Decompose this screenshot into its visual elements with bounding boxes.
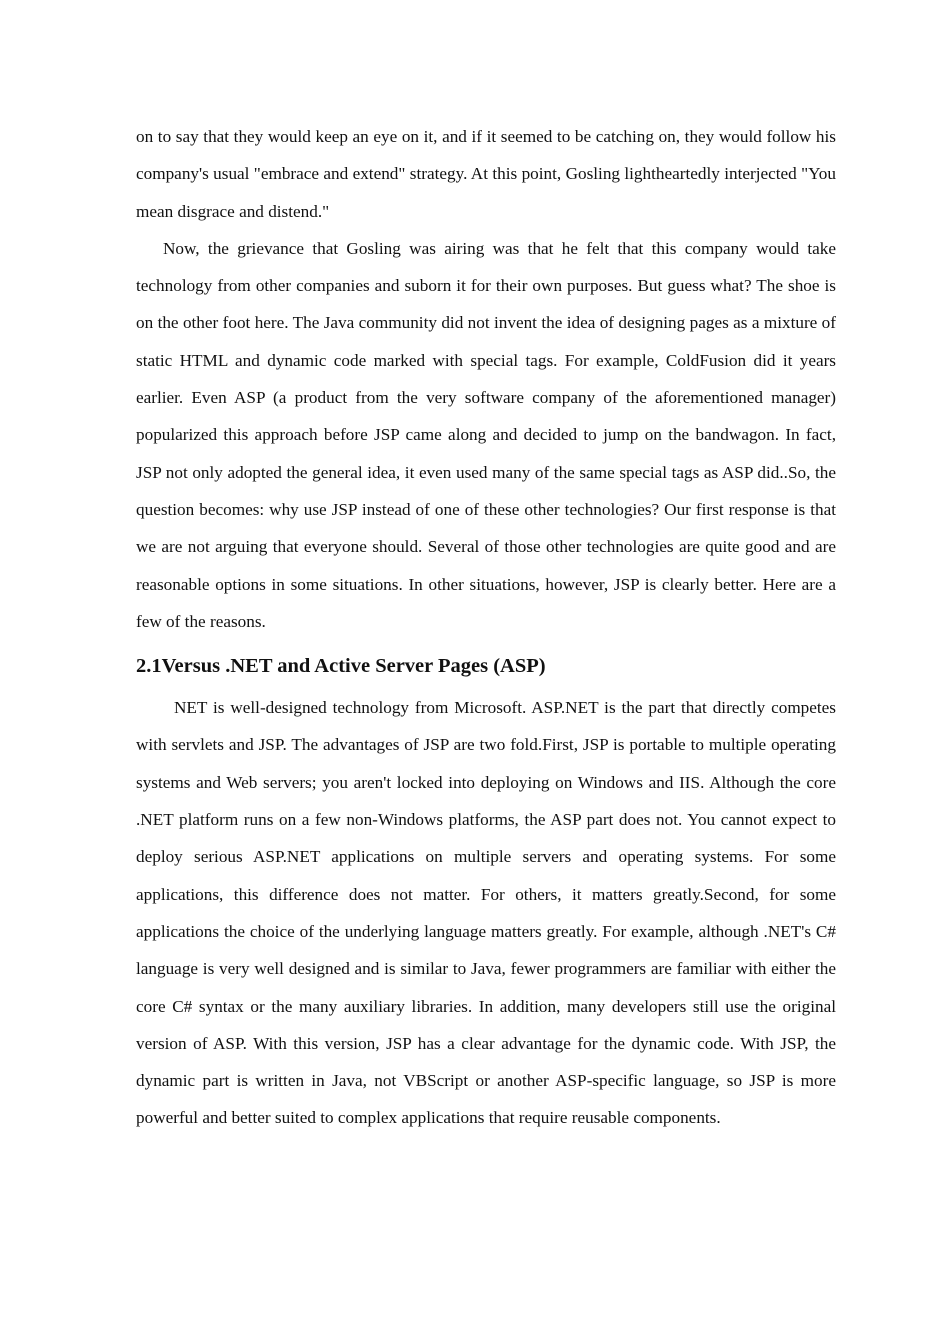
paragraph-dotnet: NET is well-designed technology from Microsoft. ASP.NET is the part that directly competes with servlets and JSP. The advantages of JSP are two fold.First, JSP is portable to multiple operating systems and Web servers; you aren't locked into deploying on Windows and IIS. Although the core .NET platform runs on a few non-Windows platforms, the ASP part does not. You cannot expect to deploy serious ASP.NET applications on multiple servers and operating systems. For some applications, this difference does not matter. For others, it matters greatly.Second, for some applications the choice of the underlying language matters greatly. For example, although .NET's C# language is very well designed and is similar to Java, fewer programmers are familiar with either the core C# syntax or the many auxiliary libraries. In addition, many developers still use the original version of ASP. With this version, JSP has a clear advantage for the dynamic code. With JSP, the dynamic part is written in Java, not VBScript or another ASP-specific language, so JSP is more powerful and better suited to complex applications that require reusable components.: [136, 698, 836, 1128]
paragraph-grievance: Now, the grievance that Gosling was airing was that he felt that this company would take technology from other companies and suborn it for their own purposes. But guess what? The shoe is on the other foot here. The Java community did not invent the idea of designing pages as a mixture of static HTML and dynamic code marked with special tags. For example, ColdFusion did it years earlier. Even ASP (a product from the very software company of the aforementioned manager) popularized this approach before JSP came along and decided to jump on the bandwagon. In fact, JSP not only adopted the general idea, it even used many of the same special tags as ASP did..So, the question becomes: why use JSP instead of one of these other technologies? Our first response is that we are not arguing that everyone should. Several of those other technologies are quite good and are reasonable options in some situations. In other situations, however, JSP is clearly better. Here are a few of the reasons.: [136, 238, 836, 631]
document-page: [136, 118, 836, 1137]
section-heading: 2.1Versus .NET and Active Server Pages (ASP): [136, 655, 546, 678]
paragraph-continuation: on to say that they would keep an eye on it, and if it seemed to be catching on, they would follow his company's usual "embrace and extend" strategy. At this point, Gosling lightheartedly interjected "You mean disgrace and distend.": [136, 127, 836, 221]
